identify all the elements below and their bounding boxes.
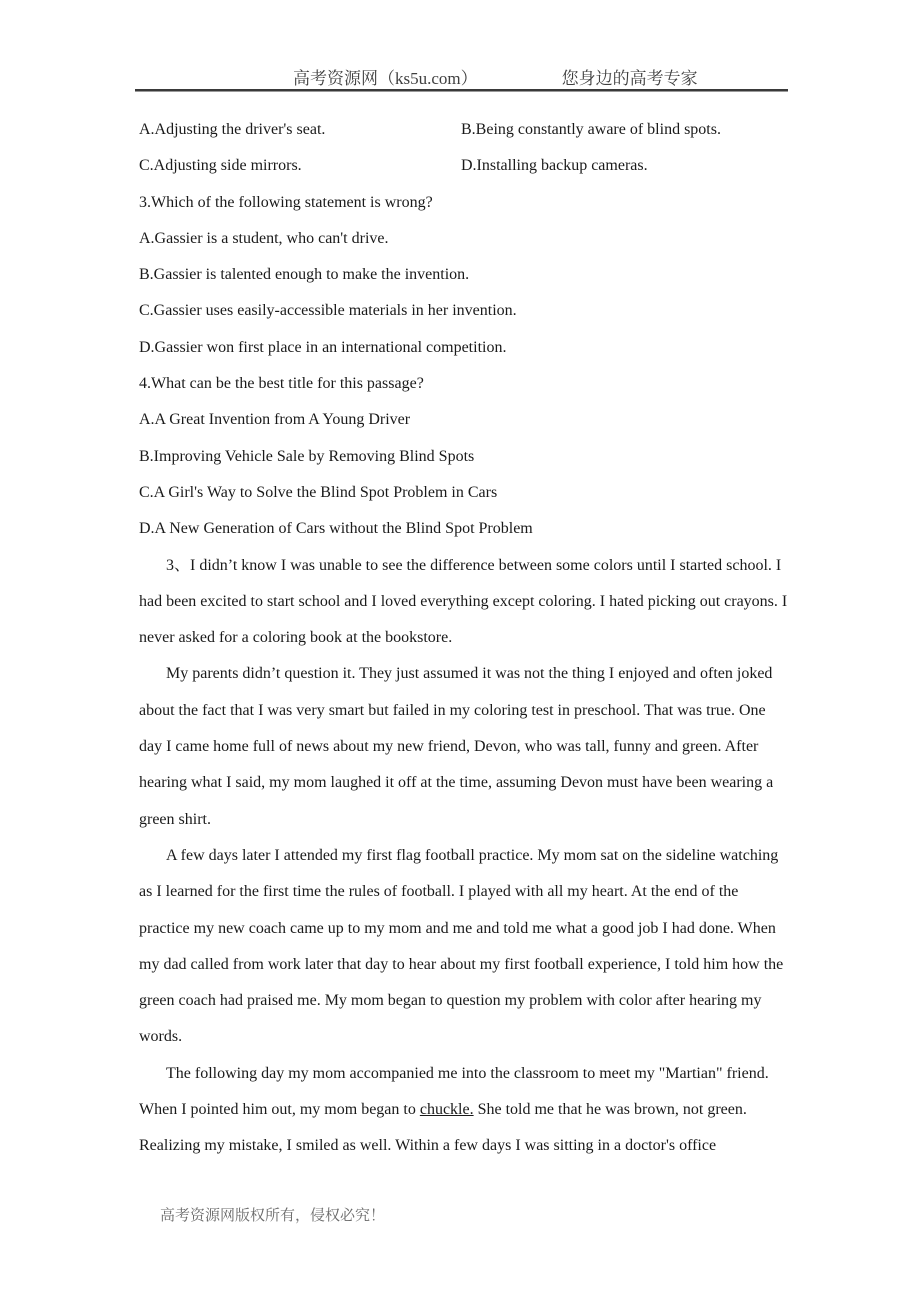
question-4-option-d: D.A New Generation of Cars without the Blind Spot Problem [139, 520, 533, 538]
option-a: A.Adjusting the driver's seat. [139, 121, 326, 138]
passage-p4-text-after: She told me that he was brown, not green. Realizing my mistake, I smiled as well. Within a few days I was sitting in a doctor's office [139, 1101, 747, 1155]
question-3-option-c: C.Gassier uses easily-accessible materials in her invention. [139, 302, 517, 320]
site-tagline: 您身边的高考专家 [561, 69, 698, 88]
option-c: C.Adjusting side mirrors. [139, 157, 302, 175]
site-brand: 高考资源网（ks5u.com） [293, 69, 478, 88]
question-4-stem: 4.What can be the best title for this passage? [139, 375, 424, 393]
question-4-option-b: B.Improving Vehicle Sale by Removing Blind Spots [139, 447, 475, 465]
passage-paragraph-4 [139, 1056, 791, 1165]
option-b: B.Being constantly aware of blind spots. [461, 121, 721, 138]
passage-paragraph-3: A few days later I attended my first flag football practice. My mom sat on the sideline watching as I learned for the first time the rules of football. I played with all my heart. At the end of the practice my new coach came up to my mom and me and told me what a good job I had done. When my dad called from work later that day to hear about my first football experience, I told him how the green coach had praised me. My mom began to question my problem with color after hearing my words. [139, 846, 784, 1046]
passage-paragraph-2: My parents didn’t question it. They just assumed it was not the thing I enjoyed and often joked about the fact that I was very smart but failed in my coloring test in preschool. That was true. One day I came home full of news about my new friend, Devon, who was tall, funny and green. After hearing what I said, my mom laughed it off at the time, assuming Devon must have been wearing a green shirt. [139, 665, 774, 828]
option-row-cd [139, 148, 791, 184]
option-d: D.Installing backup cameras. [461, 157, 648, 175]
question-3-stem: 3.Which of the following statement is wrong? [139, 193, 433, 211]
passage-p4-underlined-word: chuckle. [419, 1101, 474, 1119]
page-header [135, 64, 790, 89]
question-4-option-a: A.A Great Invention from A Young Driver [139, 411, 411, 429]
question-3-option-a: A.Gassier is a student, who can't drive. [139, 229, 389, 247]
question-4-option-c: C.A Girl's Way to Solve the Blind Spot Problem in Cars [139, 483, 498, 501]
footer-copyright: 高考资源网版权所有，侵权必究！ [160, 1208, 386, 1224]
question-3-option-d: D.Gassier won first place in an international competition. [139, 338, 507, 356]
exam-content [139, 112, 791, 1168]
option-row-ab [139, 112, 791, 148]
header-divider [135, 89, 788, 92]
passage-paragraph-1: 3、I didn’t know I was unable to see the difference between some colors until I started school. I had been excited to start school and I loved everything except coloring. I hated picking out crayons. I never asked for a coloring book at the bookstore. [139, 556, 788, 647]
question-3-option-b: B.Gassier is talented enough to make the invention. [139, 266, 470, 284]
passage-p4-text-before: The following day my mom accompanied me into the classroom to meet my "Martian" friend. When I pointed him out, my mom began to [139, 1064, 769, 1119]
